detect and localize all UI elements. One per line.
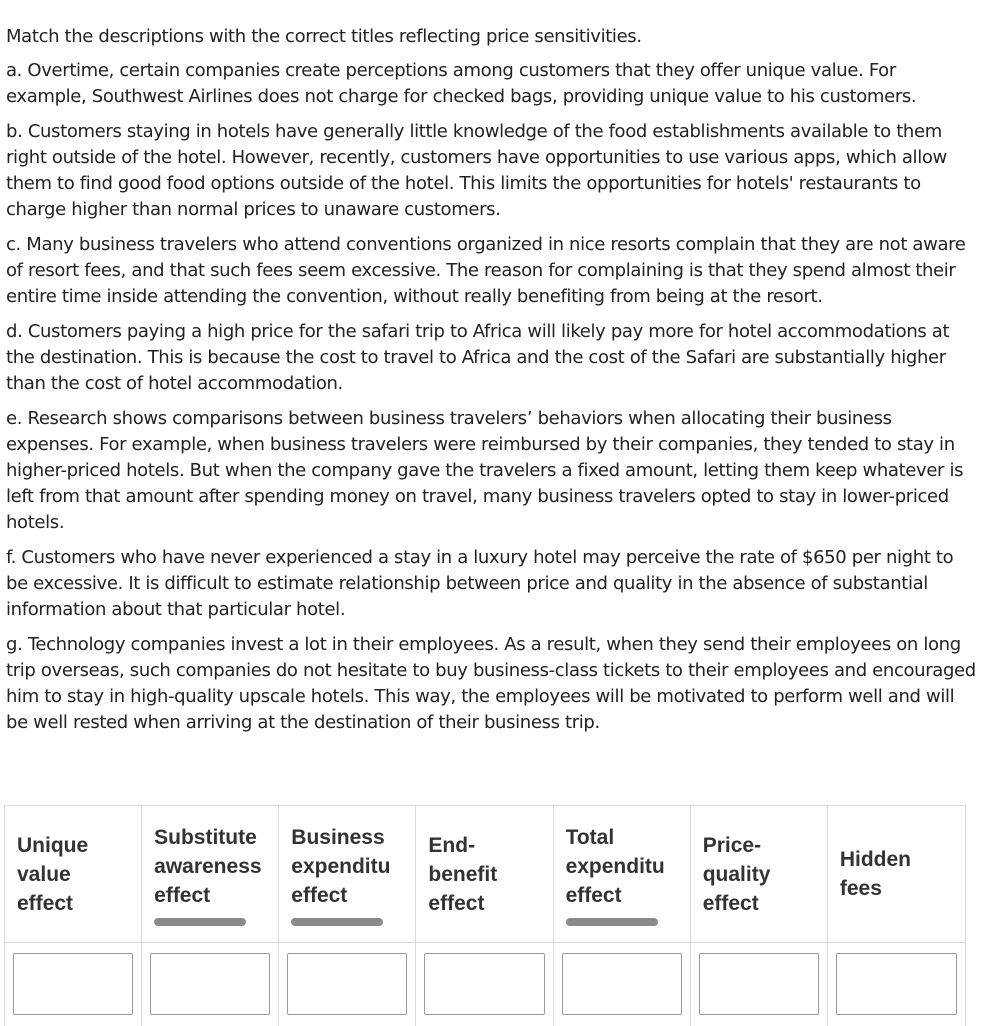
option-column: [691, 806, 828, 942]
option-column: [828, 806, 965, 942]
description-c: c. Many business travelers who attend conventions organized in nice resorts complain that they are not aware of resort fees, and that such fees seem excessive. The reason for complaining is that they spend almost their entire time inside attending the convention, without really benefiting from being at the resort.: [6, 234, 966, 307]
option-tile-hidden-fees[interactable]: [840, 822, 959, 926]
description-g: g. Technology companies invest a lot in their employees. As a result, when they send their employees on long trip overseas, such companies do not hesitate to buy business-class tickets to their employees and encouraged him to stay in high-quality upscale hotels. This way, the employees will be motivated to perform well and will be well rested when arriving at the destination of their business trip.: [6, 634, 976, 733]
option-label: Price- quality effect: [702, 833, 771, 915]
option-label: Business expenditu effect: [291, 825, 391, 907]
option-label: Substitute awareness effect: [154, 825, 262, 907]
option-tile-total-expenditure-effect[interactable]: [566, 822, 684, 926]
drop-column: [416, 943, 553, 1026]
description-d: d. Customers paying a high price for the safari trip to Africa will likely pay more for hotel accommodations at the destination. This is because the cost to travel to Africa and the cost of the Safari are substantially higher than the cost of hotel accommodation.: [6, 321, 950, 394]
drop-column: [279, 943, 416, 1026]
drop-column: [5, 943, 142, 1026]
option-tile-end-benefit-effect[interactable]: [428, 822, 546, 926]
option-tiles-row: [5, 806, 965, 943]
option-label: Total expenditu effect: [565, 825, 665, 907]
option-label: End- benefit effect: [428, 833, 498, 915]
option-column: [279, 806, 416, 942]
option-tile-business-expenditure-effect[interactable]: [291, 822, 409, 926]
answer-drop-box[interactable]: [287, 953, 407, 1015]
description-a: a. Overtime, certain companies create perceptions among customers that they offer unique value. For example, Southwest Airlines does not charge for checked bags, providing unique value to his customers.: [6, 60, 917, 107]
option-label: Hidden fees: [839, 848, 912, 900]
option-tile-price-quality-effect[interactable]: [703, 822, 821, 926]
option-column: [416, 806, 553, 942]
tile-scrollbar[interactable]: [566, 918, 658, 926]
option-column: [5, 806, 142, 942]
option-column: [554, 806, 691, 942]
drop-column: [691, 943, 828, 1026]
answer-drop-box[interactable]: [836, 953, 957, 1015]
drop-column: [828, 943, 965, 1026]
option-tile-substitute-awareness-effect[interactable]: [154, 822, 272, 926]
option-column: [142, 806, 279, 942]
drop-column: [554, 943, 691, 1026]
answer-drop-box[interactable]: [699, 953, 819, 1015]
answer-drop-box[interactable]: [13, 953, 133, 1015]
answer-drop-box[interactable]: [150, 953, 270, 1015]
answer-drop-box[interactable]: [562, 953, 682, 1015]
description-f: f. Customers who have never experienced a stay in a luxury hotel may perceive the rate of $650 per night to be excessive. It is difficult to estimate relationship between price and quality in the absence of substantial information about that particular hotel.: [6, 547, 954, 620]
description-b: b. Customers staying in hotels have generally little knowledge of the food establishments available to them right outside of the hotel. However, recently, customers have opportunities to use various apps, which allow them to find good food options outside of the hotel. This limits the opportunities for hotels' restaurants to charge higher than normal prices to unaware customers.: [6, 121, 947, 220]
drop-column: [142, 943, 279, 1026]
matching-table: [4, 805, 966, 1026]
question-text: [6, 24, 976, 745]
tile-scrollbar[interactable]: [291, 918, 383, 926]
answer-drop-box[interactable]: [424, 953, 544, 1015]
option-label: Unique value effect: [17, 833, 89, 915]
question-intro: Match the descriptions with the correct titles reflecting price sensitivities.: [6, 26, 642, 47]
tile-scrollbar[interactable]: [154, 918, 246, 926]
option-tile-unique-value-effect[interactable]: [17, 822, 135, 926]
description-e: e. Research shows comparisons between business travelers’ behaviors when allocating their business expenses. For example, when business travelers were reimbursed by their companies, they tended to stay in higher-priced hotels. But when the company gave the travelers a fixed amount, letting them keep whatever is left from that amount after spending money on travel, many business travelers opted to stay in lower-priced hotels.: [6, 408, 964, 533]
answer-drop-row: [5, 943, 965, 1026]
